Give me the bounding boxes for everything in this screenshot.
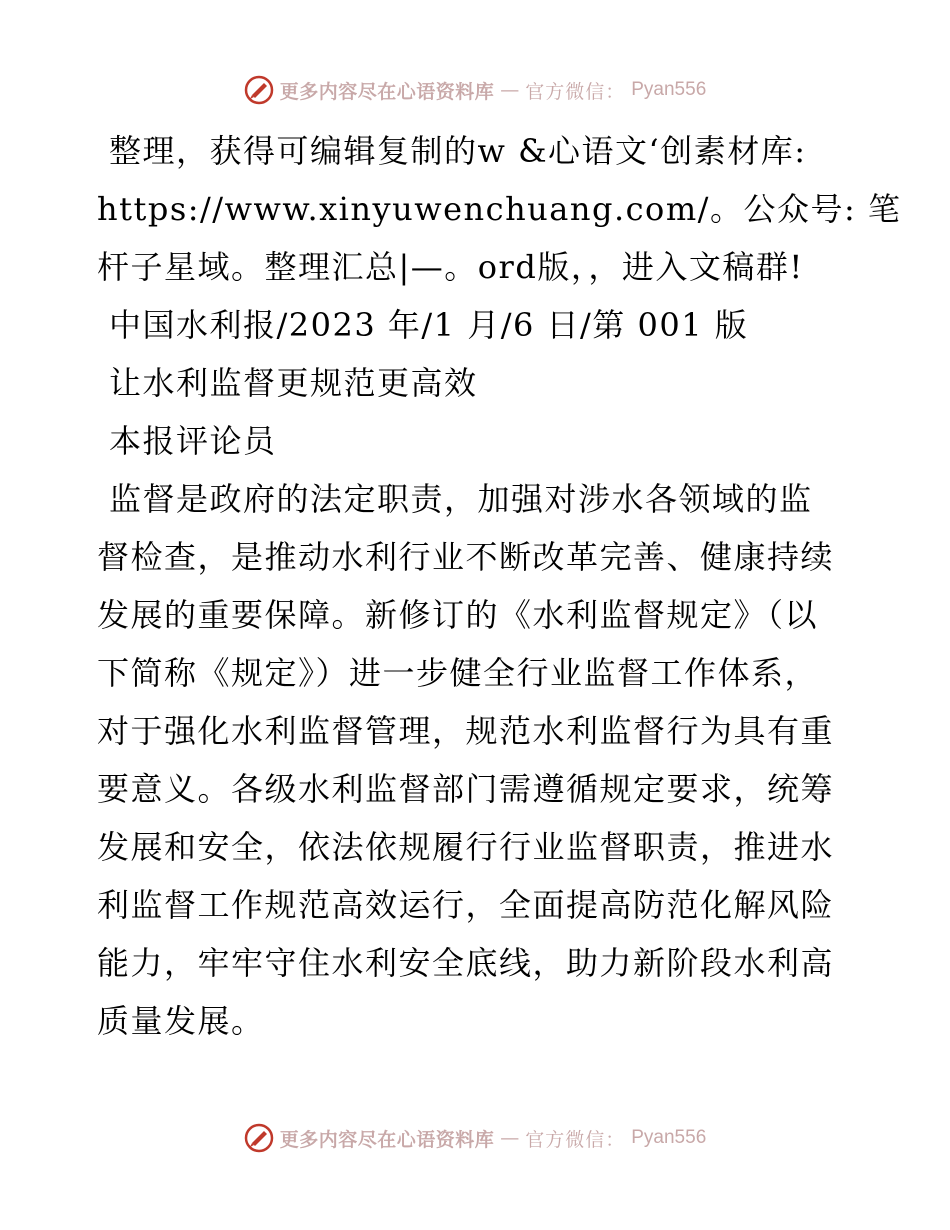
document-body bbox=[97, 122, 902, 1050]
paragraph-line: 发展的重要保障。新修订的《水利监督规定》（以 bbox=[97, 596, 819, 634]
footer-contact-id: Pyan556 bbox=[631, 1127, 707, 1148]
article-source: 中国水利报/2023 年/1 月/6 日/第 001 版 bbox=[109, 306, 749, 344]
paragraph-line: 督检查，是推动水利行业不断改革完善、健康持续 bbox=[97, 538, 835, 576]
footer-watermark bbox=[0, 1118, 950, 1158]
notice-line-1: 整理，获得可编辑复制的w &心语文‘创素材库: bbox=[109, 132, 807, 170]
paragraph-line: 对于强化水利监督管理，规范水利监督行为具有重 bbox=[97, 712, 835, 750]
paragraph-line: 利监督工作规范高效运行，全面提高防范化解风险 bbox=[97, 886, 835, 924]
article-byline: 本报评论员 bbox=[109, 422, 277, 460]
article-title: 让水利监督更规范更高效 bbox=[109, 364, 478, 402]
header-contact-label: 官方微信： bbox=[525, 80, 626, 103]
paragraph-line: 监督是政府的法定职责，加强对涉水各领域的监 bbox=[109, 480, 813, 518]
brand-logo-icon bbox=[244, 75, 274, 105]
paragraph-line: 质量发展。 bbox=[97, 1002, 265, 1040]
notice-line-3: 杆子星域。整理汇总|—。ord版，，进入文稿群! bbox=[97, 248, 804, 286]
notice-line-2: https://www.xinyuwenchuang.com/。公众号: 笔 bbox=[97, 190, 902, 228]
header-site-text: 更多内容尽在心语资料库 bbox=[279, 80, 495, 103]
header-separator: — bbox=[500, 79, 520, 101]
article-paragraph bbox=[97, 470, 857, 1050]
footer-contact-label: 官方微信： bbox=[525, 1128, 626, 1151]
footer-separator: — bbox=[500, 1127, 520, 1149]
paragraph-line: 要意义。各级水利监督部门需遵循规定要求，统筹 bbox=[97, 770, 835, 808]
footer-site-text: 更多内容尽在心语资料库 bbox=[279, 1128, 495, 1151]
paragraph-line: 下简称《规定》）进一步健全行业监督工作体系， bbox=[97, 654, 819, 692]
header-watermark bbox=[0, 70, 950, 110]
paragraph-line: 发展和安全，依法依规履行行业监督职责，推进水 bbox=[97, 828, 835, 866]
brand-logo-icon bbox=[244, 1123, 274, 1153]
header-contact-id: Pyan556 bbox=[631, 79, 707, 100]
paragraph-line: 能力，牢牢守住水利安全底线，助力新阶段水利高 bbox=[97, 944, 835, 982]
